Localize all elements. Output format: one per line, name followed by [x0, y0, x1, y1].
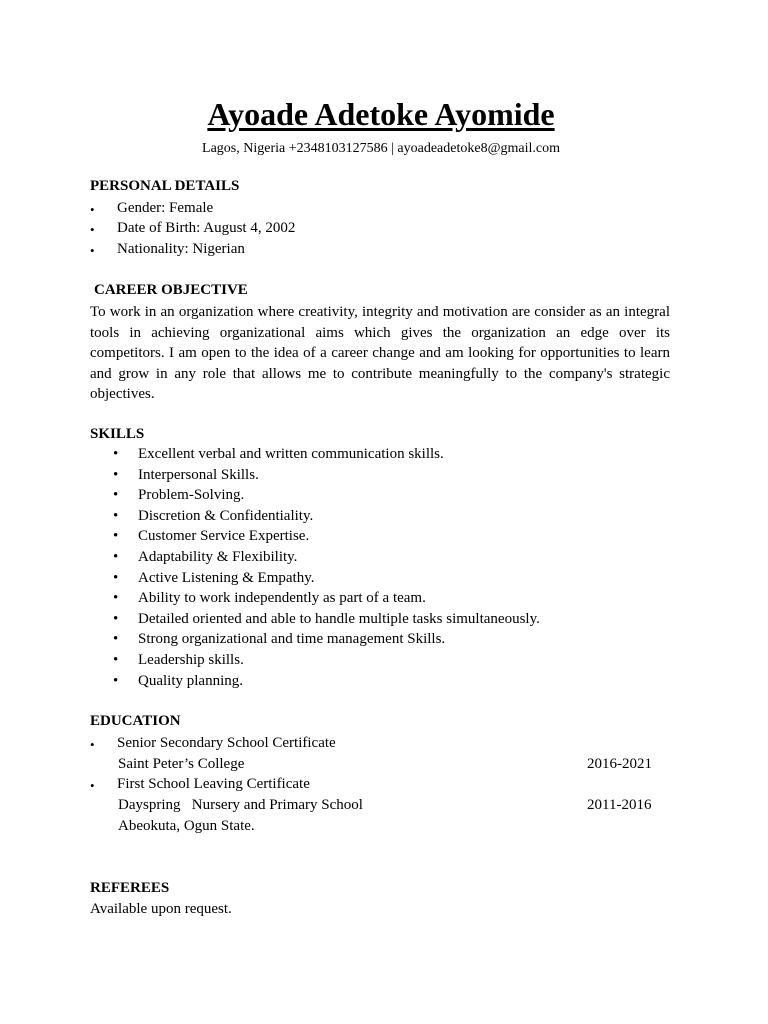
contact-line: Lagos, Nigeria +2348103127586 | ayoadeadetoke8@gmail.com [202, 141, 560, 156]
bullet-icon: • [113, 672, 119, 689]
bullet-icon: • [113, 549, 119, 565]
skill-item: Quality planning. [138, 672, 243, 689]
bullet-icon: • [113, 487, 119, 504]
bullet-icon: • [90, 243, 95, 258]
skill-item: Problem-Solving. [138, 487, 245, 504]
skill-item: Detailed oriented and able to handle multiple tasks simultaneously. [138, 610, 540, 627]
referees-heading: REFEREES [90, 880, 170, 896]
bullet-icon: • [90, 222, 95, 237]
bullet-icon: • [113, 610, 119, 627]
bullet-icon: • [113, 507, 119, 524]
education-school: Saint Peter’s College [118, 756, 245, 772]
bullet-icon: • [90, 737, 95, 752]
education-qualification: Senior Secondary School Certificate [117, 735, 336, 751]
bullet-icon: • [113, 590, 119, 607]
career-objective-text: To work in an organization where creativity, integrity and motivation are consider as an integral tools in achieving organizational aims which gives the organization an edge over its competitors. I am open to the idea of a career change and am looking for opportunities to learn and grow in any role that allows me to contribute meaningfully to the company's strategic objectives. [90, 304, 670, 403]
skills-heading: SKILLS [90, 426, 145, 442]
bullet-icon: • [113, 528, 119, 545]
skill-item: Ability to work independently as part of a team. [138, 590, 426, 607]
bullet-icon: • [113, 446, 119, 462]
skill-item: Customer Service Expertise. [138, 528, 310, 545]
career-objective-heading: CAREER OBJECTIVE [94, 282, 248, 298]
candidate-name: Ayoade Adetoke Ayomide [207, 96, 555, 132]
bullet-icon: • [90, 202, 95, 217]
skill-item: Discretion & Confidentiality. [138, 507, 314, 524]
education-heading: EDUCATION [90, 713, 181, 729]
personal-detail-dob: Date of Birth: August 4, 2002 [117, 220, 296, 236]
education-location: Abeokuta, Ogun State. [118, 818, 255, 834]
skill-item: Leadership skills. [138, 652, 244, 668]
skill-item: Active Listening & Empathy. [138, 569, 315, 586]
education-school: Dayspring Nursery and Primary School [118, 797, 363, 813]
skill-item: Adaptability & Flexibility. [138, 549, 298, 565]
skill-item: Strong organizational and time management Skills. [138, 631, 446, 648]
education-years: 2016-2021 [587, 756, 652, 772]
bullet-icon: • [113, 569, 119, 586]
skill-item: Excellent verbal and written communication skills. [138, 446, 444, 462]
bullet-icon: • [113, 652, 119, 668]
skill-item: Interpersonal Skills. [138, 466, 259, 483]
personal-details-heading: PERSONAL DETAILS [90, 178, 240, 194]
referees-text: Available upon request. [90, 901, 232, 917]
bullet-icon: • [90, 778, 95, 793]
bullet-icon: • [113, 631, 119, 648]
personal-detail-gender: Gender: Female [117, 200, 214, 216]
personal-detail-nationality: Nationality: Nigerian [117, 241, 245, 257]
bullet-icon: • [113, 466, 119, 483]
education-qualification: First School Leaving Certificate [117, 776, 310, 792]
education-years: 2011-2016 [587, 797, 652, 813]
